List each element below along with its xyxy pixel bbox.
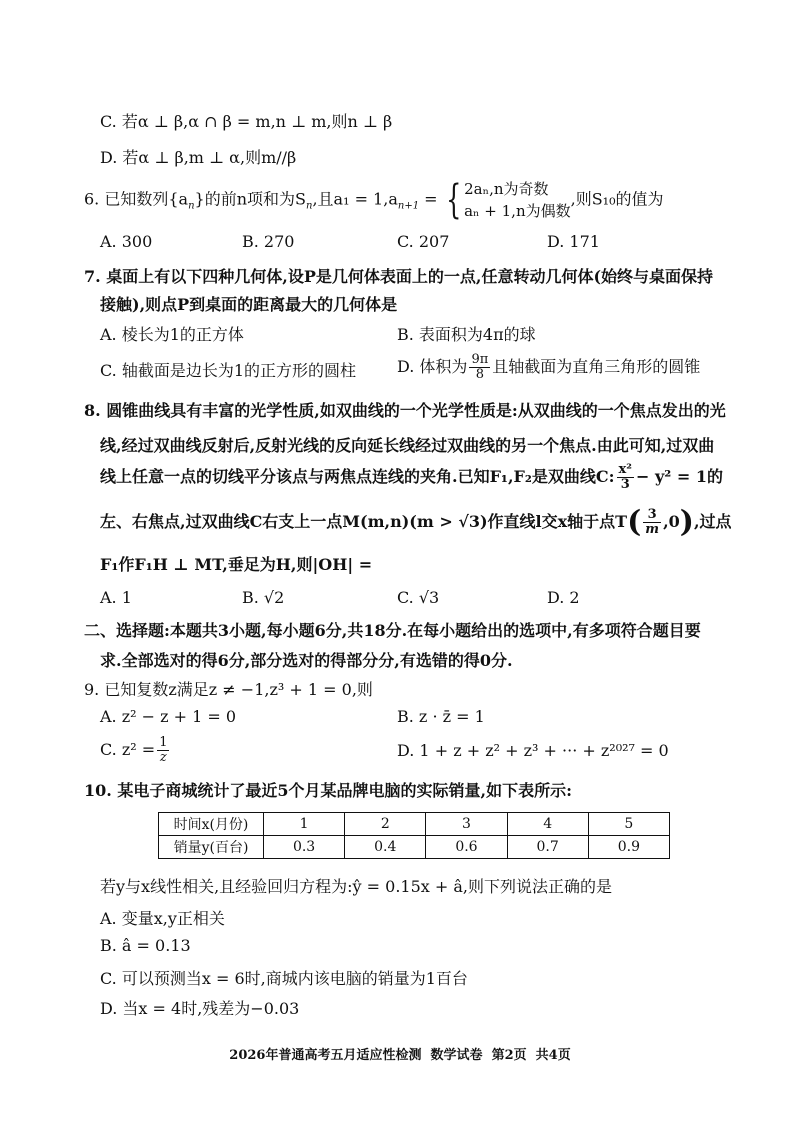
q7-stem-line2: 接触),则点P到桌面的距离最大的几何体是	[100, 295, 398, 314]
table-cell: 0.7	[507, 836, 588, 859]
q7-stem-line1: 7. 桌面上有以下四种几何体,设P是几何体表面上的一点,任意转动几何体(始终与桌面保持	[84, 267, 714, 286]
q8-stem-line3-post: − y² = 1的	[635, 467, 723, 486]
q6-option-b: B. 270	[242, 232, 295, 251]
table-cell: 0.4	[345, 836, 426, 859]
q8-stem-line3	[100, 460, 723, 494]
q8-paren-right: )	[679, 504, 694, 540]
q8-paren-left: (	[627, 504, 642, 540]
q6-option-a: A. 300	[100, 232, 153, 251]
q8-point-t-tail: ,0	[663, 512, 680, 531]
table-header-time: 时间x(月份)	[159, 813, 264, 836]
table-row	[159, 813, 670, 836]
q7-option-a: A. 棱长为1的正方体	[100, 325, 244, 344]
q6-stem-pre: 6. 已知数列{a	[84, 189, 189, 209]
q5-option-c: C. 若α ⊥ β,α ∩ β = m,n ⊥ m,则n ⊥ β	[100, 112, 393, 131]
table-cell: 0.9	[588, 836, 669, 859]
q9-option-c-pre: C. z² =	[100, 740, 156, 759]
q6-option-c: C. 207	[397, 232, 450, 251]
q10-option-a: A. 变量x,y正相关	[100, 909, 225, 928]
q6-option-d: D. 171	[547, 232, 600, 251]
q6-stem-cond: ,且a₁ = 1,a	[312, 189, 398, 209]
q6-case-even: aₙ + 1,n为偶数	[464, 202, 571, 220]
q8-point-t-numerator: 3	[643, 508, 661, 523]
q8-stem-line2: 线,经过双曲线反射后,反射光线的反向延长线经过双曲线的另一个焦点.由此可知,过双曲	[100, 436, 715, 455]
table-cell: 1	[264, 813, 345, 836]
q7-option-c: C. 轴截面是边长为1的正方形的圆柱	[100, 361, 357, 380]
q8-option-a: A. 1	[100, 588, 132, 607]
q7-volume-denominator: 8	[475, 367, 484, 382]
q9-stem: 9. 已知复数z满足z ≠ −1,z³ + 1 = 0,则	[84, 680, 373, 699]
q8-point-t-fraction	[643, 508, 661, 536]
q8-hyperbola-numerator: x²	[618, 462, 632, 478]
table-cell: 2	[345, 813, 426, 836]
q8-stem-line4-pre: 左、右焦点,过双曲线C右支上一点M(m,n)(m > √3)作直线l交x轴于点T	[100, 512, 628, 531]
q7-option-d-pre: D. 体积为	[397, 357, 468, 376]
section2-heading-line2: 求.全部选对的得6分,部分选对的得部分分,有选错的得0分.	[100, 651, 513, 670]
q5-option-d: D. 若α ⊥ β,m ⊥ α,则m//β	[100, 148, 297, 167]
q8-stem-line3-pre: 线上任意一点的切线平分该点与两焦点连线的夹角.已知F₁,F₂是双曲线C:	[100, 467, 615, 486]
table-row	[159, 836, 670, 859]
q9-option-c	[100, 733, 171, 767]
q10-option-b: B. â = 0.13	[100, 936, 191, 955]
table-cell: 3	[426, 813, 507, 836]
q8-stem-line1: 8. 圆锥曲线具有丰富的光学性质,如双曲线的一个光学性质是:从双曲线的一个焦点发出的光	[84, 401, 726, 420]
table-cell: 0.3	[264, 836, 345, 859]
q8-option-d: D. 2	[547, 588, 580, 607]
q7-option-b: B. 表面积为4π的球	[397, 325, 536, 344]
q7-option-d-post: 且轴截面为直角三角形的圆锥	[492, 357, 701, 376]
q10-option-d: D. 当x = 4时,残差为−0.03	[100, 999, 300, 1018]
q8-stem-line4-post: ,过点	[693, 512, 732, 531]
q10-stem: 10. 某电子商城统计了最近5个月某品牌电脑的实际销量,如下表所示:	[84, 781, 573, 800]
table-header-sales: 销量y(百台)	[159, 836, 264, 859]
q6-brace: {	[445, 177, 462, 223]
q9-option-d: D. 1 + z + z² + z³ + ··· + z²⁰²⁷ = 0	[397, 741, 669, 760]
q9-option-a: A. z² − z + 1 = 0	[100, 707, 237, 726]
q9-option-c-fraction	[157, 736, 169, 764]
q7-volume-numerator: 9π	[471, 352, 489, 368]
table-cell: 5	[588, 813, 669, 836]
page-footer: 2026年普通高考五月适应性检测 数学试卷 第2页 共4页	[229, 1048, 571, 1063]
q8-stem-line4	[100, 502, 732, 543]
q10-condition: 若y与x线性相关,且经验回归方程为:ŷ = 0.15x + â,则下列说法正确的是	[100, 877, 613, 896]
q8-point-t-denominator: m	[645, 522, 660, 537]
q6-stem-mid: }的前n项和为S	[194, 189, 306, 209]
q6-stem-post: ,则S₁₀的值为	[570, 189, 664, 209]
q7-option-d	[397, 350, 700, 384]
q9-option-b: B. z · z̄ = 1	[397, 707, 485, 726]
table-cell: 0.6	[426, 836, 507, 859]
q8-option-b: B. √2	[242, 588, 285, 607]
q10-option-c: C. 可以预测当x = 6时,商城内该电脑的销量为1百台	[100, 969, 468, 988]
q7-volume-fraction	[469, 353, 490, 381]
q8-hyperbola-denominator: 3	[620, 477, 630, 492]
section2-heading-line1: 二、选择题:本题共3小题,每小题6分,共18分.在每小题给出的选项中,有多项符合题目要	[84, 621, 701, 640]
q9-option-c-numerator: 1	[159, 735, 168, 751]
q6-stem: 6. 已知数列$\{a_n\}$的前n项和为$S_n$,且$a_1 = 1,a_{n+1}$ = { 2aₙ,n为奇数 aₙ + 1,n为偶数 ,则S₁₀的值为	[84, 177, 664, 223]
q6-case-odd: 2aₙ,n为奇数	[464, 180, 549, 198]
q8-hyperbola-fraction	[617, 463, 634, 491]
q6-cases	[464, 178, 571, 222]
q9-option-c-denominator: z	[159, 750, 167, 765]
q10-sales-table	[158, 812, 670, 859]
q8-option-c: C. √3	[397, 588, 440, 607]
table-cell: 4	[507, 813, 588, 836]
q8-stem-line5: F₁作F₁H ⊥ MT,垂足为H,则|OH| =	[100, 555, 373, 574]
